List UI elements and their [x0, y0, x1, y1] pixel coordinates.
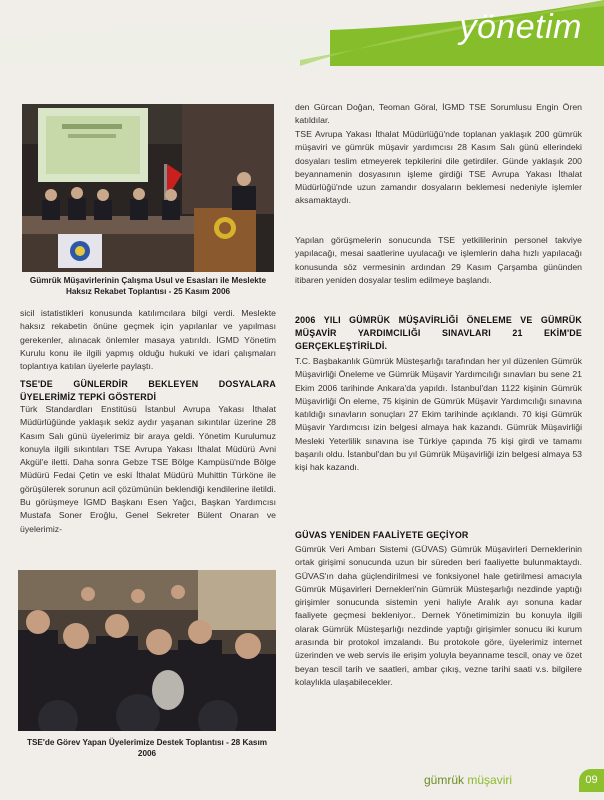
meeting-photo	[22, 104, 274, 272]
guvas-heading: GÜVAS YENİDEN FAALİYETE GEÇİYOR	[295, 530, 469, 540]
section-header-bar	[0, 0, 604, 66]
crowd-meeting-photo	[18, 570, 276, 731]
tse-protest-paragraph: TSE Avrupa Yakası İthalat Müdürlüğü'nde toplanan yaklaşık 200 gümrük müşaviri ve gümrük müşavir yardımcısı 28 Kasım Salı günü ellerindeki dosyaları teslim etmeyerek tepkilerini dile getirdiler. Günde yaklaşık 200 beyannamenin dosyasının işleme girdiği TSE Avrupa Yakası İthalat Müdürlüğü'nde uzun zamandır dosyaların beklemesi nedeniyle işlemler aksamaktaydı.	[295, 129, 582, 206]
right-continuation-paragraph: den Gürcan Doğan, Teoman Göral, İGMD TSE Sorumlusu Engin Ören katıldılar.	[295, 102, 582, 126]
photo-caption: TSE'de Görev Yapan Üyelerimize Destek Toplantısı - 28 Kasım 2006	[26, 738, 268, 758]
section-title: yönetim	[459, 8, 582, 46]
publication-name-part2: müşaviri	[467, 773, 513, 787]
exam-body-paragraph: T.C. Başbakanlık Gümrük Müsteşarlığı tarafından her yıl düzenlen Gümrük Müşavirliği Öneleme ve Gümrük Müşavir Yardımcılığı sınavları bu sene 21 Ekim 2006 tarihinde Ankara'da yapıldı. İstanbul'dan 1122 kişinin Gümrük Müşavirliği Ön eleme, 75 kişinin de Gümrük Müşavir Yardımcılığı sınavına katıldığı sınavların sonuçları 27 Ekim tarihinde açıklandı. 70 kişi Gümrük Müşavir Yardımcısı izin belgesi almaya hak kazandı. Gümrük Müşavirliği Mesleki Yeterlilik sınavına ise Türkiye çapında 75 kişi girdi ve tamamı başarılı oldu. İstanbul'dan bu yıl Gümrük Müşavirliği izin belgesi almaya 53 kişi hak kazandı.	[295, 356, 582, 473]
guvas-body-paragraph: Gümrük Veri Ambarı Sistemi (GÜVAS) Gümrük Müşavirleri Derneklerinin ortak girişimi sonucunda uzun bir süreden beri faaliyette bulunmaktaydı. GÜVAS'ın daha güçlendirilmesi ve fonksiyonel hale getirilmesi amacıyla Gümrük Müşavirleri Dernekleri'nin Gümrük Müsteşarlığı nezdinde yaptığı girişimler sonucunda sistemin yeni haliyle Aralık ayı sonuna kadar faaliyete geçmesi bekleniyor.. Dernek Yönetimimizin bu konuyla ilgili olarak Gümrük Müsteşarlığı nezdinde yaptığı girişimler sonucu iki kurum arasında bir protokol imzalandı. Bu protokole göre, üyelerimiz internet üzerinden ve web servis ile erişim yoluyla beyanname tescil, onay ve özet beyan tescil tarih ve saatleri, ambar çıkış, vezne tarihi saati v.s. bilgilere kolaylıkla ulaşabilecekler.	[295, 544, 582, 687]
tse-heading: TSE'DE GÜNLERDİR BEKLEYEN DOSYALARA ÜYELERİMİZ TEPKİ GÖSTERDİ	[20, 379, 276, 402]
tse-result-paragraph: Yapılan görüşmelerin sonucunda TSE yetkililerinin personel takviye yapılacağı, mesai saatlerine uyulacağı ve işlemlerin daha hızlı yapılacağı konusunda söz vermesinin ardından 29 Kasım Çarşamba gününden itibaren yeniden dosyalar teslim edilmeye başlandı.	[295, 235, 582, 285]
publication-name-part1: gümrük	[424, 773, 465, 787]
page-number: 09	[579, 769, 604, 792]
publication-name	[424, 773, 512, 787]
left-intro-paragraph: sicil istatistikleri konusunda katılımcılara bilgi verdi. Meslekte haksız rekabetin önüne geçmek için yapılanlar ve yapılması gerekenler, alınacak önlemler masaya yatırıldı. İGMD Yönetim Kurulu konu ile ilgili yapmış olduğu hukuki ve idari çalışmaları toplantıya katılan üyelerle paylaştı.	[20, 308, 276, 372]
tse-body-paragraph: Türk Standardları Enstitüsü İstanbul Avrupa Yakası İthalat Müdürlüğünde yaklaşık sekiz aydır yaşanan sıkıntılar üzerine 28 Kasım Salı günü üyelerimiz bir araya geldi. Yönetim Kurulumuz konuyla ilgili sıkıntıları TSE Avrupa Yakası İthalat Müdürü Avni Akgül'e iletti. Daha sonra Gebze TSE Bölge Kampüsü'nde Bölge Müdürü Fedai Çetin ve eski İthalat Müdürü Muhittin Türköne ile görüşülerek sorunun acil çözümünün beklendiği kendilerine iletildi. Bu görüşmeye İGMD Başkanı Esen Yağcı, Başkan Yardımcısı Mustafa Soner Eroğlu, Genel Sekreter Bülent Onaran ve üyelerimiz-	[20, 404, 276, 534]
exam-heading: 2006 YILI GÜMRÜK MÜŞAVİRLİĞİ ÖNELEME VE GÜMRÜK MÜŞAVİR YARDIMCILIĞI SINAVLARI 21 EKİM'DE GERÇEKLEŞTİRİLDİ.	[295, 315, 582, 351]
photo-caption: Gümrük Müşavirlerinin Çalışma Usul ve Esasları ile Meslekte Haksız Rekabet Toplantısı - 25 Kasım 2006	[29, 276, 267, 296]
